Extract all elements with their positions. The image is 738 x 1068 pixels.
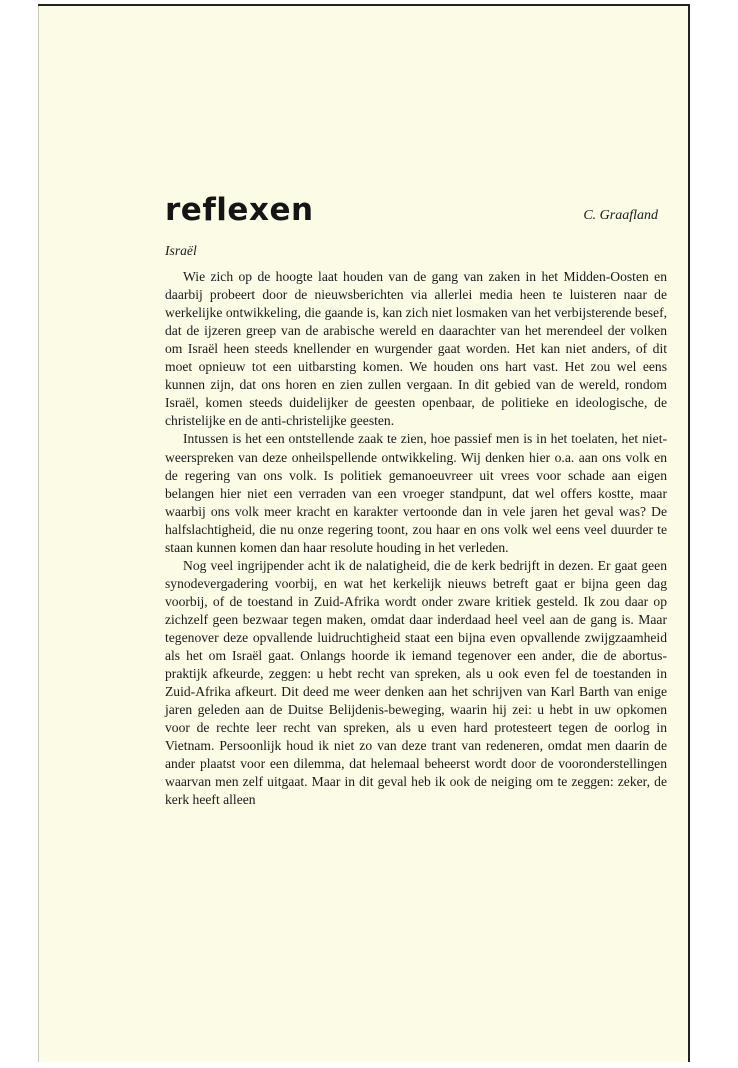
paragraph-2: Intussen is het een ontstellende zaak te zien, hoe passief men is in het toelaten, het niet-weerspreken van deze onheilspellende ontwikkeling. Wij denken hier o.a. aan ons volk en de regering van ons volk. Is politiek gemanoeuvreer uit vrees voor schade aan eigen belangen hier niet een verraden van een vroeger standpunt, dat wel offers kostte, maar waarbij ons volk meer kracht en karakter vertoonde dan in vele jaren het geval was? De halfslachtigheid, die nu onze regering toont, zou haar en ons volk wel eens veel duurder te staan kunnen komen dan haar resolute houding in het verleden. bbox=[165, 431, 667, 555]
document-page bbox=[38, 4, 690, 1062]
paragraph-3: Nog veel ingrijpender acht ik de nalatigheid, die de kerk bedrijft in dezen. Er gaat geen synodevergadering voorbij, en wat het kerkelijk nieuws betreft gaat er bijna geen dag voorbij, of de toestand in Zuid-Afrika wordt onder zware kritiek gesteld. Ik zou daar op zichzelf geen bezwaar tegen maken, omdat daar inderdaad heel veel aan de gang is. Maar tegenover deze opvallende luidruchtigheid staat een bijna even opvallende zwijgzaamheid als het om Israël gaat. Onlangs hoorde ik iemand tegenover een ander, die de abortus-praktijk afkeurde, zeggen: u hebt recht van spreken, als u ook even fel de toestanden in Zuid-Afrika afkeurt. Dit deed me weer denken aan het schrijven van Karl Barth van enige jaren geleden aan de Duitse Belijdenis-beweging, waarin hij zei: u hebt in uw opkomen voor de rechte leer recht van spreken, als u even hard protesteert tegen de oorlog in Vietnam. Persoonlijk houd ik niet zo van deze trant van redeneren, omdat men daarin de ander plaatst voor een dilemma, dat helemaal beheerst wordt door de vooronderstellingen waarvan men zelf uitgaat. Maar in dit geval heb ik ook de neiging om te zeggen: zeker, de kerk heeft alleen bbox=[165, 557, 667, 808]
article-body bbox=[165, 242, 667, 809]
article-title: reflexen bbox=[165, 192, 314, 228]
article-header bbox=[165, 186, 658, 228]
paragraph-1: Wie zich op de hoogte laat houden van de gang van zaken in het Midden-Oosten en daarbij probeert door de nieuwsberichten via allerlei media heen te luisteren naar de werkelijke ontwikkeling, die gaande is, kan zich niet losmaken van het verbijsterende besef, dat de ijzeren greep van de arabische wereld en daarachter van het merendeel der volken om Israël heen steeds knellender en wurgender gaat worden. Het kan niet anders, of dit moet opnieuw tot een uitbarsting komen. We houden ons hart vast. Het zou wel eens kunnen zijn, dat ons horen en zien zullen vergaan. In dit gebied van de wereld, rondom Israël, komen steeds duidelijker de geesten openbaar, de politieke en ideologische, de christelijke en de anti-christelijke geesten. bbox=[165, 269, 667, 429]
section-title: Israël bbox=[165, 243, 197, 258]
article-author: C. Graafland bbox=[583, 208, 658, 223]
